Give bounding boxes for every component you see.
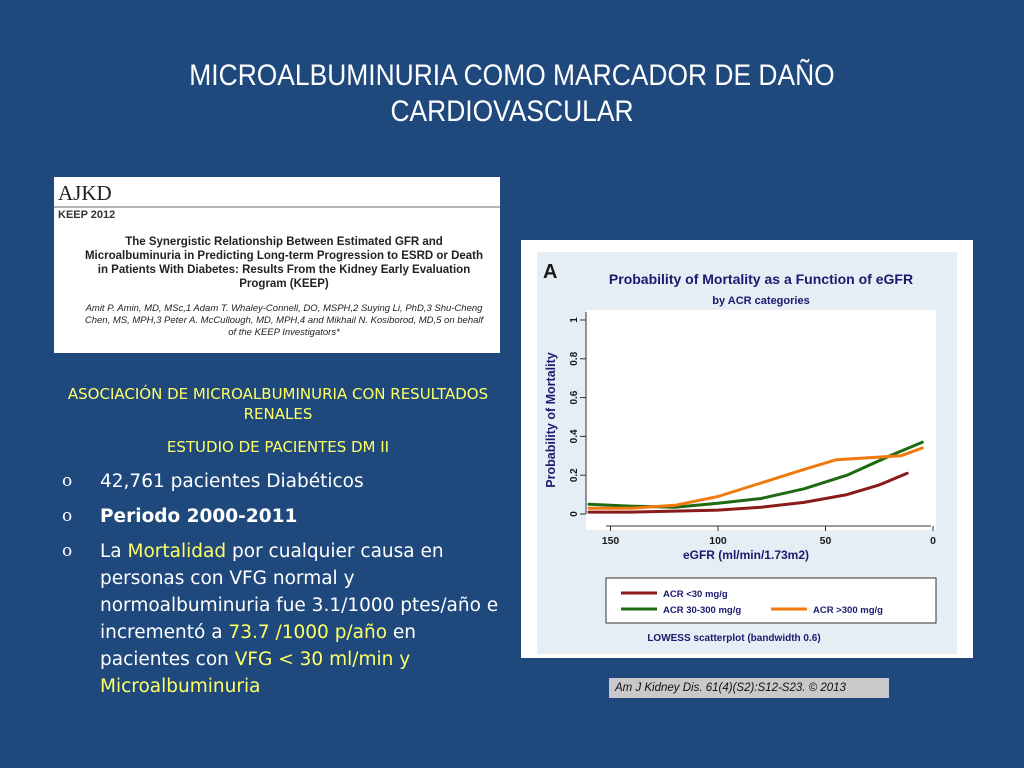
chart-svg [521, 240, 973, 658]
journal-rule [54, 206, 500, 208]
list-item [60, 538, 500, 700]
study-subhead-1: ASOCIACIÓN DE MICROALBUMINURIA CON RESULTADOS RENALES [67, 385, 489, 423]
highlight-mortality: Mortalidad [127, 541, 227, 562]
paper-title: The Synergistic Relationship Between Estimated GFR and Microalbuminuria in Predicting Long-term Progression to ESRD or Death in Patients With Diabetes: Results From the Kidney Early Evaluation Program (KEEP) [84, 236, 484, 290]
y-tick-label: 0.4 [569, 429, 580, 444]
x-tick-label: 50 [819, 535, 832, 547]
text-run: por cualquier causa en personas con VFG normal y normoalbuminuria fue 3.1/1000 ptes/año e incrementó a [100, 541, 499, 643]
journal-name: AJKD [58, 181, 112, 205]
x-tick-label: 150 [601, 535, 620, 547]
bullet-marker: o [62, 506, 73, 526]
y-tick-label: 0.8 [569, 351, 580, 366]
panel-label: A [543, 261, 558, 283]
citation-label: Am J Kidney Dis. 61(4)(S2):S12-S23. © 2013 [609, 678, 889, 698]
slide-title-line2: CARDIOVASCULAR [390, 95, 634, 128]
list-item [60, 503, 500, 530]
legend-label: ACR 30-300 mg/g [663, 605, 742, 616]
y-tick-label: 1 [569, 317, 580, 323]
chart-title: Probability of Mortality as a Function of eGFR [608, 271, 914, 287]
bullet-marker: o [62, 541, 73, 561]
patients-count-text: 42,761 pacientes Diabéticos [100, 471, 364, 492]
mortality-chart [521, 240, 973, 658]
mortality-text [100, 541, 498, 697]
journal-issue: KEEP 2012 [58, 209, 116, 221]
y-tick-label: 0.6 [569, 390, 580, 405]
paper-header-image [54, 177, 500, 353]
bullet-marker: o [62, 471, 73, 491]
y-tick-label: 0 [569, 511, 580, 517]
text-run: La [100, 541, 128, 562]
legend-box [606, 578, 936, 623]
text-run: en pacientes con [100, 622, 417, 670]
legend-label: ACR <30 mg/g [663, 589, 728, 600]
slide-title [149, 58, 874, 130]
y-axis-label: Probability of Mortality [544, 352, 558, 488]
chart-subtitle: by ACR categories [712, 295, 810, 307]
x-tick-label: 0 [930, 535, 936, 547]
highlight-rate: 73.7 /1000 p/año [228, 622, 388, 643]
highlight-condition: VFG < 30 ml/min y Microalbuminuria [100, 649, 411, 697]
x-tick-label: 100 [709, 535, 727, 547]
x-axis-label: eGFR (ml/min/1.73m2) [682, 548, 810, 562]
y-tick-label: 0.2 [569, 468, 580, 483]
paper-authors: Amit P. Amin, MD, MSc,1 Adam T. Whaley-Connell, DO, MSPH,2 Suying Li, PhD,3 Shu-Cheng Chen, MS, MPH,3 Peter A. McCullough, MD, MPH,4 and Mikhail N. Kosiborod, MD,5 on behalf of the KEEP Investigators* [84, 303, 484, 338]
period-text: Periodo 2000-2011 [100, 506, 298, 527]
legend-label: ACR >300 mg/g [813, 605, 883, 616]
study-subhead-2: ESTUDIO DE PACIENTES DM II [166, 438, 390, 456]
list-item [60, 468, 500, 495]
slide-title-line1: MICROALBUMINURIA COMO MARCADOR DE DAÑO [189, 59, 835, 92]
chart-footnote: LOWESS scatterplot (bandwidth 0.6) [647, 633, 821, 644]
findings-list [60, 468, 500, 708]
